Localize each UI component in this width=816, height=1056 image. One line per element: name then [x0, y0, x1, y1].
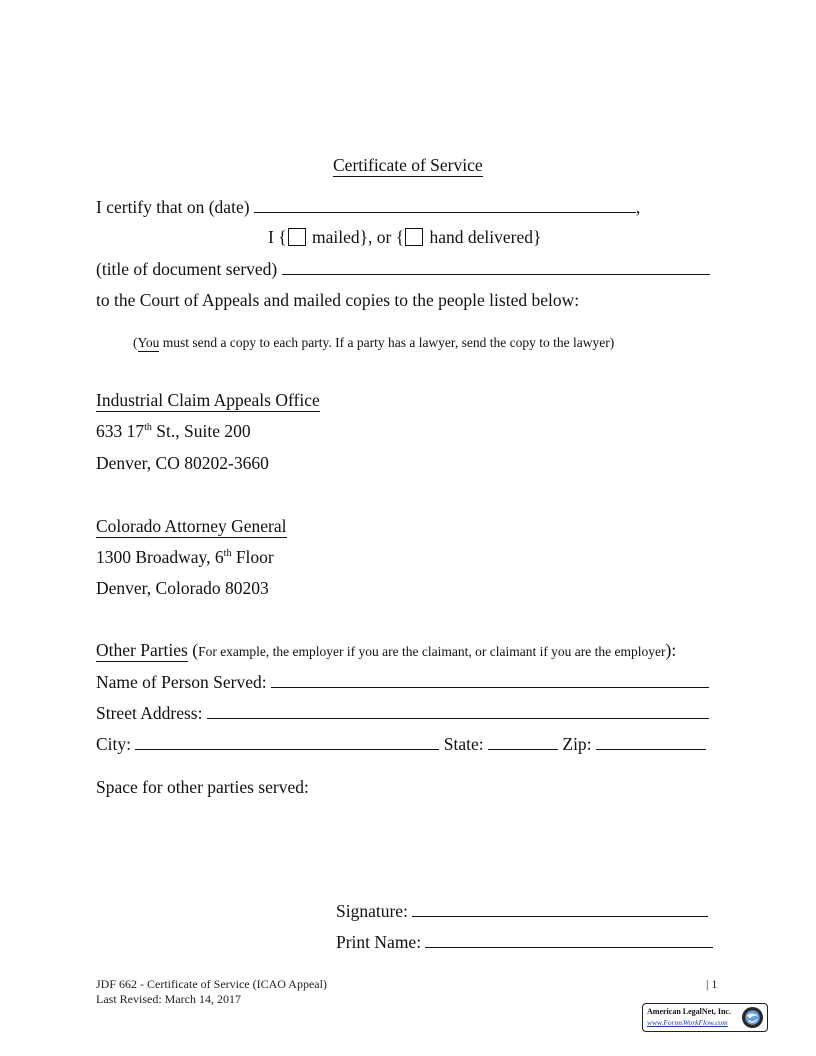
document-title-row [96, 259, 710, 280]
icao-name-text: Industrial Claim Appeals Office [96, 390, 320, 410]
other-parties-example: For example, the employer if you are the claimant, or claimant if you are the employer [198, 644, 666, 659]
form-id: JDF 662 - Certificate of Service (ICAO Appeal) [96, 977, 327, 991]
person-served-label: Name of Person Served: [96, 672, 267, 692]
street-address-row [96, 703, 709, 724]
date-field[interactable] [254, 211, 636, 213]
mailed-checkbox[interactable] [288, 228, 306, 246]
street-address-field[interactable] [207, 717, 709, 719]
ag-addr-sup: th [223, 548, 232, 560]
icao-address [96, 421, 251, 442]
certify-comma: , [635, 197, 641, 217]
delivery-method-row [268, 227, 541, 248]
city-state-zip-row [96, 734, 706, 755]
icao-city: Denver, CO 80202-3660 [96, 453, 269, 473]
page-number: | 1 [706, 977, 718, 991]
other-paren-close: ): [665, 640, 677, 660]
signature-row [336, 901, 708, 922]
signature-field[interactable] [412, 915, 708, 917]
other-parties-title: Other Parties [96, 640, 188, 660]
globe-logo-icon [741, 1006, 764, 1029]
ag-name [96, 516, 287, 537]
delivery-prefix: I { [268, 227, 287, 247]
print-name-label: Print Name: [336, 932, 422, 952]
state-label: State: [443, 734, 484, 754]
ag-addr-num: 1300 Broadway, 6 [96, 547, 224, 567]
icao-name [96, 390, 320, 411]
instruction-note [133, 335, 614, 351]
icao-addr-rest: St., Suite 200 [151, 421, 251, 441]
other-paren-open: ( [187, 640, 199, 660]
ag-name-text: Colorado Attorney General [96, 516, 287, 536]
icao-addr-num: 633 17 [96, 421, 145, 441]
note-paren: ( [133, 335, 138, 350]
print-name-field[interactable] [425, 946, 713, 948]
american-legalnet-badge[interactable] [642, 1003, 768, 1032]
city-label: City: [96, 734, 132, 754]
certify-date-label: I certify that on (date) [96, 197, 250, 217]
ag-address [96, 547, 274, 568]
zip-label: Zip: [562, 734, 592, 754]
badge-url[interactable]: www.FormsWorkFlow.com [647, 1018, 728, 1027]
street-address-label: Street Address: [96, 703, 203, 723]
mailed-label: mailed}, or { [311, 227, 405, 247]
certify-date-row [96, 197, 640, 218]
document-title-field[interactable] [282, 273, 710, 275]
print-name-row [336, 932, 713, 953]
note-you: You [137, 335, 160, 350]
other-parties-space-label: Space for other parties served: [96, 777, 309, 797]
badge-company-name: American LegalNet, Inc. [647, 1007, 731, 1016]
city-field[interactable] [135, 748, 439, 750]
state-field[interactable] [488, 748, 558, 750]
note-text: must send a copy to each party. If a party has a lawyer, send the copy to the lawyer) [159, 335, 615, 350]
hand-delivered-label: hand delivered} [429, 227, 542, 247]
other-parties-heading [96, 640, 676, 661]
person-served-field[interactable] [271, 686, 709, 688]
signature-label: Signature: [336, 901, 408, 921]
revision-date: Last Revised: March 14, 2017 [96, 992, 241, 1006]
hand-delivered-checkbox[interactable] [405, 228, 423, 246]
icao-addr-sup: th [144, 422, 152, 434]
person-served-row [96, 672, 709, 693]
court-statement: to the Court of Appeals and mailed copies to the people listed below: [96, 290, 580, 310]
zip-field[interactable] [596, 748, 706, 750]
ag-city: Denver, Colorado 80203 [96, 578, 269, 598]
document-title-label: (title of document served) [96, 259, 278, 279]
page-title: Certificate of Service [333, 155, 483, 175]
ag-addr-rest: Floor [231, 547, 274, 567]
